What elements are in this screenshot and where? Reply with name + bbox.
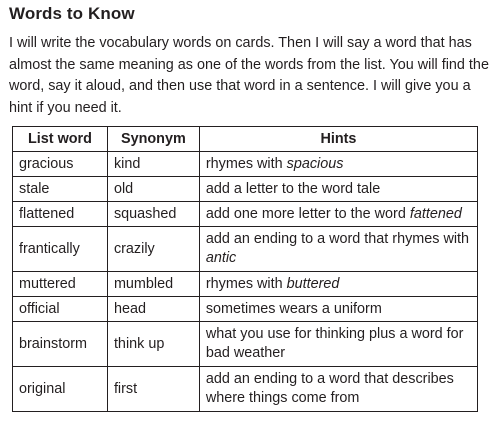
column-header-list-word: List word	[13, 127, 108, 152]
synonym-cell: first	[107, 367, 199, 412]
synonym-cell: crazily	[107, 227, 199, 272]
table-row	[13, 202, 478, 227]
synonym-cell: mumbled	[107, 272, 199, 297]
hint-emphasis: antic	[205, 250, 237, 266]
hint-cell	[199, 272, 477, 297]
list-word-cell: stale	[13, 177, 108, 202]
hint-emphasis: fattened	[409, 205, 462, 222]
table-row	[13, 177, 478, 202]
table-row	[13, 152, 478, 177]
hint-text: rhymes with	[205, 275, 287, 292]
instructions-paragraph: I will write the vocabulary words on cards. Then I will say a word that has almost the same meaning as one of the words from the list. You will find the word, say it aloud, and then use that word in a sentence. I will give you a hint if you need it.	[9, 35, 489, 116]
hint-cell	[199, 322, 477, 367]
synonym-cell: old	[107, 177, 199, 202]
hint-cell	[199, 177, 477, 202]
table-row	[13, 297, 478, 322]
list-word-cell: brainstorm	[13, 322, 108, 367]
hint-text: add an ending to a word that rhymes with	[205, 231, 470, 247]
column-header-hints: Hints	[199, 127, 477, 152]
vocabulary-table	[12, 126, 478, 412]
hint-text: add a letter to the word tale	[205, 180, 381, 197]
table-header-row	[13, 127, 478, 152]
hint-text: sometimes wears a uniform	[205, 300, 382, 317]
synonym-cell: squashed	[107, 202, 199, 227]
synonym-cell: head	[107, 297, 199, 322]
hint-cell	[199, 367, 477, 412]
hint-cell	[199, 227, 477, 272]
column-header-synonym: Synonym	[107, 127, 199, 152]
synonym-cell: kind	[107, 152, 199, 177]
list-word-cell: gracious	[13, 152, 108, 177]
synonym-cell: think up	[107, 322, 199, 367]
table-row	[13, 272, 478, 297]
list-word-cell: muttered	[13, 272, 108, 297]
hint-emphasis: spacious	[286, 155, 344, 172]
hint-emphasis: buttered	[286, 275, 340, 292]
list-word-cell: frantically	[13, 227, 108, 272]
table-row	[13, 367, 478, 412]
table-row	[13, 227, 478, 272]
list-word-cell: flattened	[13, 202, 108, 227]
table-row	[13, 322, 478, 367]
hint-text: what you use for thinking plus a word for bad weather	[205, 326, 464, 361]
hint-cell	[199, 202, 477, 227]
hint-text: rhymes with	[205, 155, 287, 172]
hint-text: add an ending to a word that describes where things come from	[205, 371, 454, 406]
list-word-cell: original	[13, 367, 108, 412]
hint-cell	[199, 297, 477, 322]
hint-text: add one more letter to the word	[205, 205, 410, 222]
section-heading: Words to Know	[9, 4, 135, 23]
list-word-cell: official	[13, 297, 108, 322]
hint-cell	[199, 152, 477, 177]
